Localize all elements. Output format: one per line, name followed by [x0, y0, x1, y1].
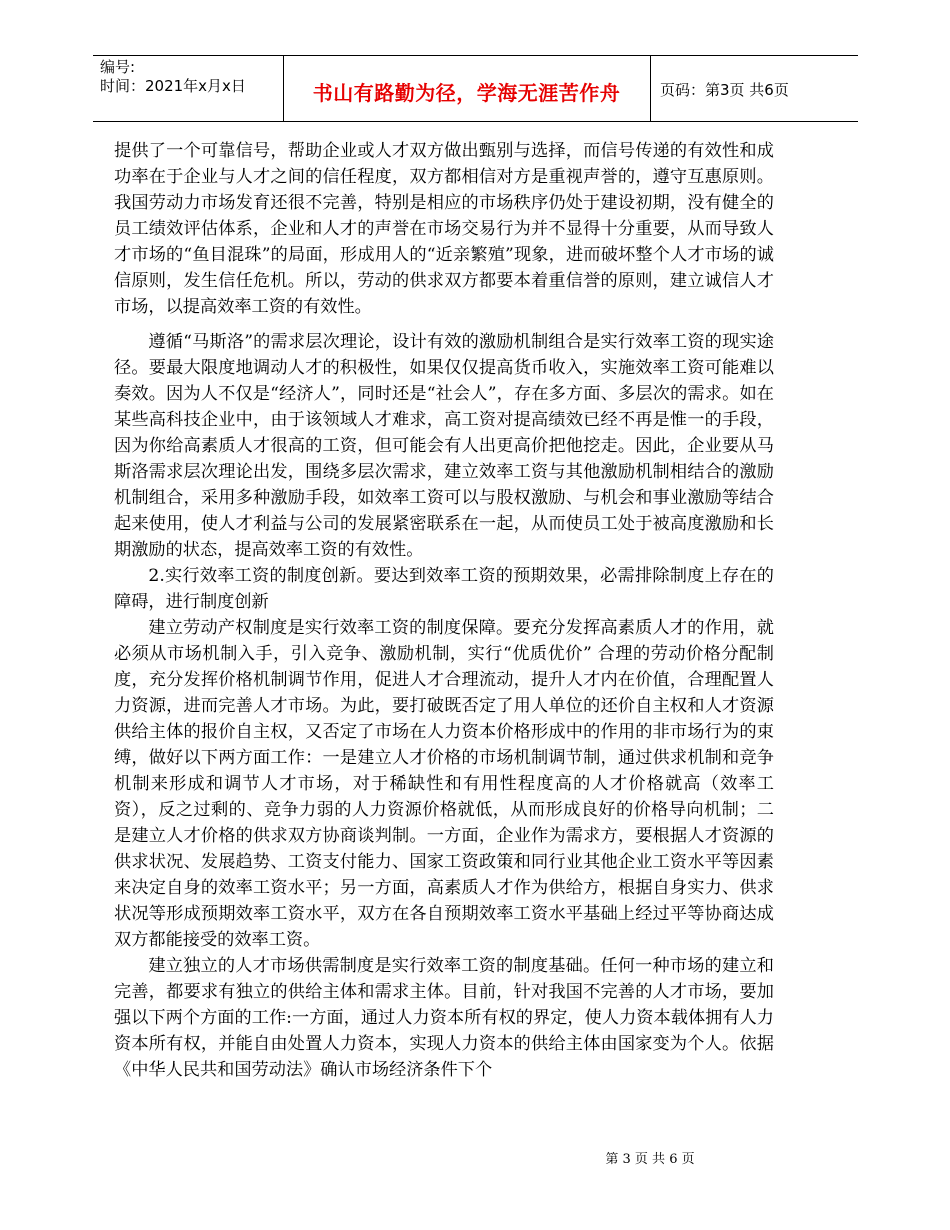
- paragraph-labor-property: 建立劳动产权制度是实行效率工资的制度保障。要充分发挥高素质人才的作用，就必须从市场机制入手，引入竞争、激励机制，实行“优质优价” 合理的劳动价格分配制度，充分发挥价格机制调节作用，促进人才合理流动，提升人才内在价值，合理配置人力资源，进而完善人才市场。为此，要打破既否定了用人单位的还价自主权和人才资源供给主体的报价自主权，又否定了市场在人力资本价格形成中的作用的非市场行为的束缚，做好以下两方面工作：一是建立人才价格的市场机制调节制，通过供求机制和竞争机制来形成和调节人才市场，对于稀缺性和有用性程度高的人才价格就高（效率工资），反之过剩的、竞争力弱的人力资源价格就低，从而形成良好的价格导向机制；二是建立人才价格的供求双方协商谈判制。一方面，企业作为需求方，要根据人才资源的供求状况、发展趋势、工资支付能力、国家工资政策和同行业其他企业工资水平等因素来决定自身的效率工资水平；另一方面，高素质人才作为供给方，根据自身实力、供求状况等形成预期效率工资水平，双方在各自预期效率工资水平基础上经过平等协商达成双方都能接受的效率工资。: [114, 618, 774, 950]
- document-time-label: 时间：2021年x月x日: [100, 77, 246, 95]
- header-top-rule: [93, 55, 858, 56]
- document-number-label: 编号:: [100, 58, 136, 76]
- paragraph-maslow: 遵循“马斯洛”的需求层次理论，设计有效的激励机制组合是实行效率工资的现实途径。要最大限度地调动人才的积极性，如果仅仅提高货币收入，实施效率工资可能难以奏效。因为人不仅是“经济人”，同时还是“社会人”，存在多方面、多层次的需求。如在某些高科技企业中，由于该领域人才难求，高工资对提高绩效已经不再是惟一的手段，因为你给高素质人才很高的工资，但可能会有人出更高价把他挖走。因此，企业要从马斯洛需求层次理论出发，围绕多层次需求，建立效率工资与其他激励机制相结合的激励机制组合，采用多种激励手段，如效率工资可以与股权激励、与机会和事业激励等结合起来使用，使人才利益与公司的发展紧密联系在一起，从而使员工处于被高度激励和长期激励的状态，提高效率工资的有效性。: [114, 332, 774, 560]
- document-body: [114, 138, 774, 1083]
- paragraph-section-heading: 2.实行效率工资的制度创新。要达到效率工资的预期效果，必需排除制度上存在的障碍，进行制度创新: [114, 566, 774, 612]
- header-divider-right: [650, 55, 651, 121]
- paragraph-gap: [114, 320, 774, 329]
- page-footer: 第 3 页 共 6 页: [605, 1152, 695, 1167]
- paragraph-continuation: 提供了一个可靠信号，帮助企业或人才双方做出甄别与选择，而信号传递的有效性和成功率在于企业与人才之间的信任程度，双方都相信对方是重视声誉的，遵守互惠原则。我国劳动力市场发育还很不完善，特别是相应的市场秩序仍处于建设初期，没有健全的员工绩效评估体系，企业和人才的声誉在市场交易行为并不显得十分重要，从而导致人才市场的“鱼目混珠”的局面，形成用人的“近亲繁殖”现象，进而破坏整个人才市场的诚信原则，发生信任危机。所以，劳动的供求双方都要本着重信誉的原则，建立诚信人才市场，以提高效率工资的有效性。: [114, 141, 774, 317]
- header-page-info: 页码：第3页 共6页: [660, 81, 789, 99]
- header-motto: 书山有路勤为径，学海无涯苦作舟: [312, 81, 621, 105]
- header-info: [100, 58, 246, 96]
- header-bottom-rule: [93, 121, 858, 122]
- paragraph-market-supply: 建立独立的人才市场供需制度是实行效率工资的制度基础。任何一种市场的建立和完善，都要求有独立的供给主体和需求主体。目前，针对我国不完善的人才市场，要加强以下两个方面的工作:一方面，通过人力资本所有权的界定，使人力资本载体拥有人力资本所有权，并能自由处置人力资本，实现人力资本的供给主体由国家变为个人。依据《中华人民共和国劳动法》确认市场经济条件下个: [114, 956, 774, 1080]
